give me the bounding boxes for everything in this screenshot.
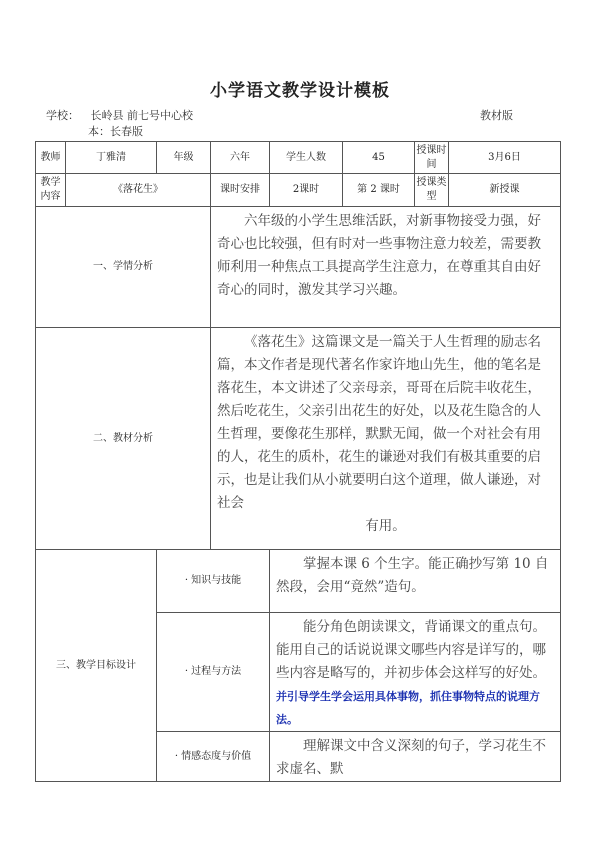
process-highlight: 并引导学生学会运用具体事物，抓住事物特点的说理方法。: [276, 690, 540, 726]
date-label: 授课时间: [415, 142, 449, 174]
lesson-plan-table: [35, 141, 561, 782]
content-value: 《落花生》: [66, 174, 211, 207]
school-line: [46, 107, 193, 123]
table-row: [36, 328, 561, 550]
material-analysis-end: 有用。: [365, 518, 406, 534]
school-name: 长岭县 前七号中心校: [90, 109, 193, 122]
table-row: [36, 550, 561, 613]
material-analysis-text: 《落花生》这篇课文是一篇关于人生哲理的励志名篇，本文作者是现代著名作家许地山先生，他的笔名是落花生，本文讲述了父亲母亲，哥哥在后院丰收花生，然后吃花生，父亲引出花生的好处，以及花生隐含的人生哲理，要像花生那样，默默无闻，做一个对社会有用的人，花生的质朴，花生的谦逊对我们有极其重要的启示，也是让我们从小就要明白这个道理，做人谦逊，对社会: [217, 334, 541, 511]
goals-label: 三、教学目标设计: [36, 550, 157, 782]
content-label: 教学内容: [36, 174, 66, 207]
material-analysis-cell: [211, 328, 561, 550]
type-value: 新授课: [449, 174, 561, 207]
emotion-text: 理解课文中含义深刻的句子，学习花生不求虚名、默: [270, 732, 561, 782]
edition-name: 本：长春版: [88, 125, 143, 138]
learner-analysis-label: 一、学情分析: [36, 207, 211, 328]
knowledge-text: 掌握本课 6 个生字。能正确抄写第 10 自然段，会用“竟然”造句。: [270, 550, 561, 613]
process-text: 能分角色朗读课文，背诵课文的重点句。能用自己的话说说课文哪些内容是详写的，哪些内容是略写的，并初步体会这样写的好处。: [276, 619, 546, 681]
school-label: 学校：: [46, 109, 79, 122]
learner-analysis-text: 六年级的小学生思维活跃，对新事物接受力强，好奇心也比较强，但有时对一些事物注意力较差，需要教师利用一种焦点工具提高学生注意力，在尊重其自由好奇心的同时，激发其学习兴趣。: [211, 207, 561, 328]
document-title: 小学语文教学设计模板: [210, 81, 390, 101]
material-analysis-label: 二、教材分析: [36, 328, 211, 550]
edition-label: 教材版: [480, 109, 513, 122]
grade-label: 年级: [157, 142, 211, 174]
table-row: [36, 174, 561, 207]
students-label: 学生人数: [270, 142, 343, 174]
students-value: 45: [343, 142, 415, 174]
hours-value: 2课时: [270, 174, 343, 207]
table-row: [36, 142, 561, 174]
period-value: 第 2 课时: [343, 174, 415, 207]
emotion-label: · 情感态度与价值: [157, 732, 270, 782]
table-row: [36, 207, 561, 328]
hours-label: 课时安排: [211, 174, 270, 207]
knowledge-label: · 知识与技能: [157, 550, 270, 613]
grade-value: 六年: [211, 142, 270, 174]
teacher-label: 教师: [36, 142, 66, 174]
process-cell: [270, 613, 561, 732]
date-value: 3月6日: [449, 142, 561, 174]
teacher-name: 丁雅清: [66, 142, 157, 174]
process-label: · 过程与方法: [157, 613, 270, 732]
type-label: 授课类型: [415, 174, 449, 207]
